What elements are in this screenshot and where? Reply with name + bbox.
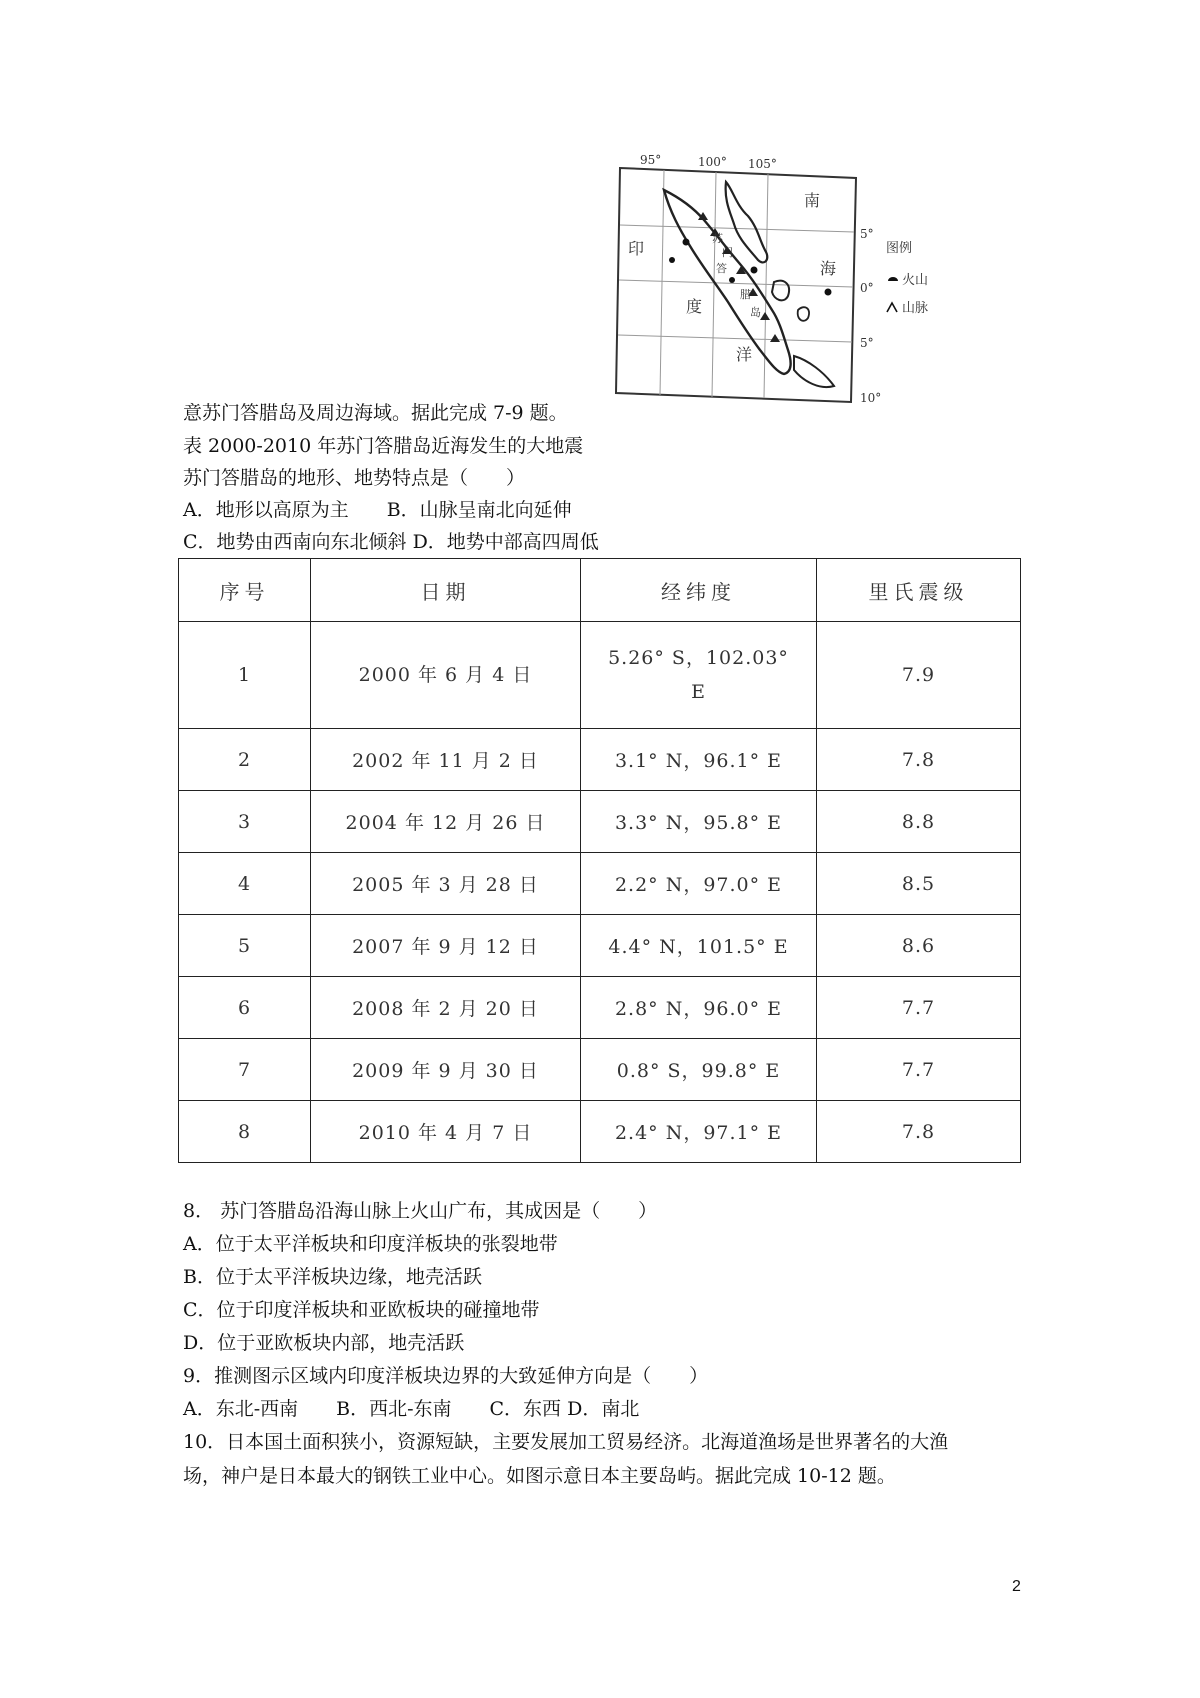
question-9-options: A．东北-西南 B．西北-东南 C．东西 D．南北 — [183, 1398, 640, 1420]
cell-date: 2008 年 2 月 20 日 — [311, 977, 581, 1039]
lon-label-95: 95° — [640, 153, 662, 167]
cell-coord: 0.8° S，99.8° E — [581, 1039, 817, 1101]
island-char-2: 门 — [722, 246, 733, 259]
question-8-option-a: A．位于太平洋板块和印度洋板块的张裂地带 — [183, 1233, 558, 1255]
island-char-3: 答 — [716, 262, 727, 275]
cell-magnitude: 7.7 — [817, 1039, 1021, 1101]
cell-date: 2009 年 9 月 30 日 — [311, 1039, 581, 1101]
question-8-option-d: D．位于亚欧板块内部，地壳活跃 — [183, 1332, 465, 1354]
cell-no: 1 — [179, 622, 311, 729]
cell-coord-line-1: 5.26° S，102.03° — [608, 647, 789, 669]
cell-coord — [581, 622, 817, 729]
lat-label-0: 0° — [860, 281, 874, 295]
table-row — [179, 915, 1021, 977]
cell-magnitude: 8.6 — [817, 915, 1021, 977]
header-coord: 经纬度 — [581, 559, 817, 622]
cell-date: 2002 年 11 月 2 日 — [311, 729, 581, 791]
table-row — [179, 977, 1021, 1039]
lat-label-10s: 10° — [860, 391, 882, 405]
java-tip — [794, 356, 834, 387]
legend-mountain-icon — [887, 303, 897, 312]
header-no: 序号 — [179, 559, 311, 622]
question-8-option-b: B．位于太平洋板块边缘，地壳活跃 — [183, 1266, 482, 1288]
cell-magnitude: 7.8 — [817, 1101, 1021, 1163]
cell-no: 7 — [179, 1039, 311, 1101]
cell-coord: 3.3° N，95.8° E — [581, 791, 817, 853]
header-date: 日期 — [311, 559, 581, 622]
question-7-options-cd: C．地势由西南向东北倾斜 D．地势中部高四周低 — [183, 531, 599, 553]
cell-date: 2000 年 6 月 4 日 — [311, 622, 581, 729]
sea-char-du: 度 — [686, 297, 703, 316]
lat-label-5n: 5° — [860, 227, 874, 241]
table-row — [179, 853, 1021, 915]
cell-no: 6 — [179, 977, 311, 1039]
legend-mountain-label: 山脉 — [902, 301, 929, 316]
cell-coord: 4.4° N，101.5° E — [581, 915, 817, 977]
header-magnitude: 里氏震级 — [817, 559, 1021, 622]
cell-no: 5 — [179, 915, 311, 977]
island-char-5: 岛 — [750, 306, 761, 319]
question-7-options-ab: A．地形以高原为主 B．山脉呈南北向延伸 — [183, 499, 572, 521]
cell-date: 2004 年 12 月 26 日 — [311, 791, 581, 853]
question-7-stem: 苏门答腊岛的地形、地势特点是（ ） — [183, 467, 526, 489]
cell-coord: 2.2° N，97.0° E — [581, 853, 817, 915]
table-row — [179, 1039, 1021, 1101]
legend-volcano-label: 火山 — [902, 273, 929, 288]
table-header-row — [179, 559, 1021, 622]
earthquake-table — [178, 558, 1021, 1163]
island-char-4: 腊 — [740, 288, 751, 301]
cell-magnitude: 7.8 — [817, 729, 1021, 791]
lon-label-105: 105° — [748, 157, 777, 171]
question-8-option-c: C．位于印度洋板块和亚欧板块的碰撞地带 — [183, 1299, 540, 1321]
legend-volcano-icon — [888, 277, 898, 281]
cell-magnitude: 8.5 — [817, 853, 1021, 915]
cell-coord: 2.8° N，96.0° E — [581, 977, 817, 1039]
sea-char-nan: 南 — [804, 191, 821, 210]
cell-no: 8 — [179, 1101, 311, 1163]
sea-char-yin: 印 — [628, 239, 645, 258]
cell-coord-line-2: E — [691, 681, 706, 703]
cell-date: 2007 年 9 月 12 日 — [311, 915, 581, 977]
sea-char-hai: 海 — [820, 259, 837, 278]
table-row — [179, 729, 1021, 791]
cell-no: 4 — [179, 853, 311, 915]
table-row — [179, 1101, 1021, 1163]
legend-title: 图例 — [886, 241, 913, 256]
lon-label-100: 100° — [698, 155, 727, 169]
cell-no: 2 — [179, 729, 311, 791]
question-9-stem: 9．推测图示区域内印度洋板块边界的大致延伸方向是（ ） — [183, 1365, 709, 1387]
cell-date: 2005 年 3 月 28 日 — [311, 853, 581, 915]
island-char-1: 苏 — [712, 232, 723, 245]
lat-label-5s: 5° — [860, 336, 874, 350]
sumatra-map-figure — [598, 150, 968, 410]
cell-magnitude: 7.9 — [817, 622, 1021, 729]
intro-line-1: 意苏门答腊岛及周边海域。据此完成 7-9 题。 — [183, 402, 568, 424]
question-10-line-1: 10．日本国土面积狭小，资源短缺，主要发展加工贸易经济。北海道渔场是世界著名的大渔 — [183, 1431, 949, 1453]
cell-magnitude: 7.7 — [817, 977, 1021, 1039]
question-10-line-2: 场，神户是日本最大的钢铁工业中心。如图示意日本主要岛屿。据此完成 10-12 题。 — [183, 1465, 896, 1487]
cell-no: 3 — [179, 791, 311, 853]
table-row — [179, 622, 1021, 729]
cell-coord: 3.1° N，96.1° E — [581, 729, 817, 791]
borneo-tip — [798, 307, 809, 321]
table-row — [179, 791, 1021, 853]
question-8-stem: 8． 苏门答腊岛沿海山脉上火山广布，其成因是（ ） — [183, 1200, 658, 1222]
page-number: 2 — [1012, 1578, 1021, 1595]
intro-line-2: 表 2000-2010 年苏门答腊岛近海发生的大地震 — [183, 435, 584, 457]
sea-char-yang: 洋 — [736, 345, 753, 364]
cell-coord: 2.4° N，97.1° E — [581, 1101, 817, 1163]
volcano-marks — [669, 239, 832, 296]
bangka-island — [772, 281, 789, 301]
cell-magnitude: 8.8 — [817, 791, 1021, 853]
cell-date: 2010 年 4 月 7 日 — [311, 1101, 581, 1163]
